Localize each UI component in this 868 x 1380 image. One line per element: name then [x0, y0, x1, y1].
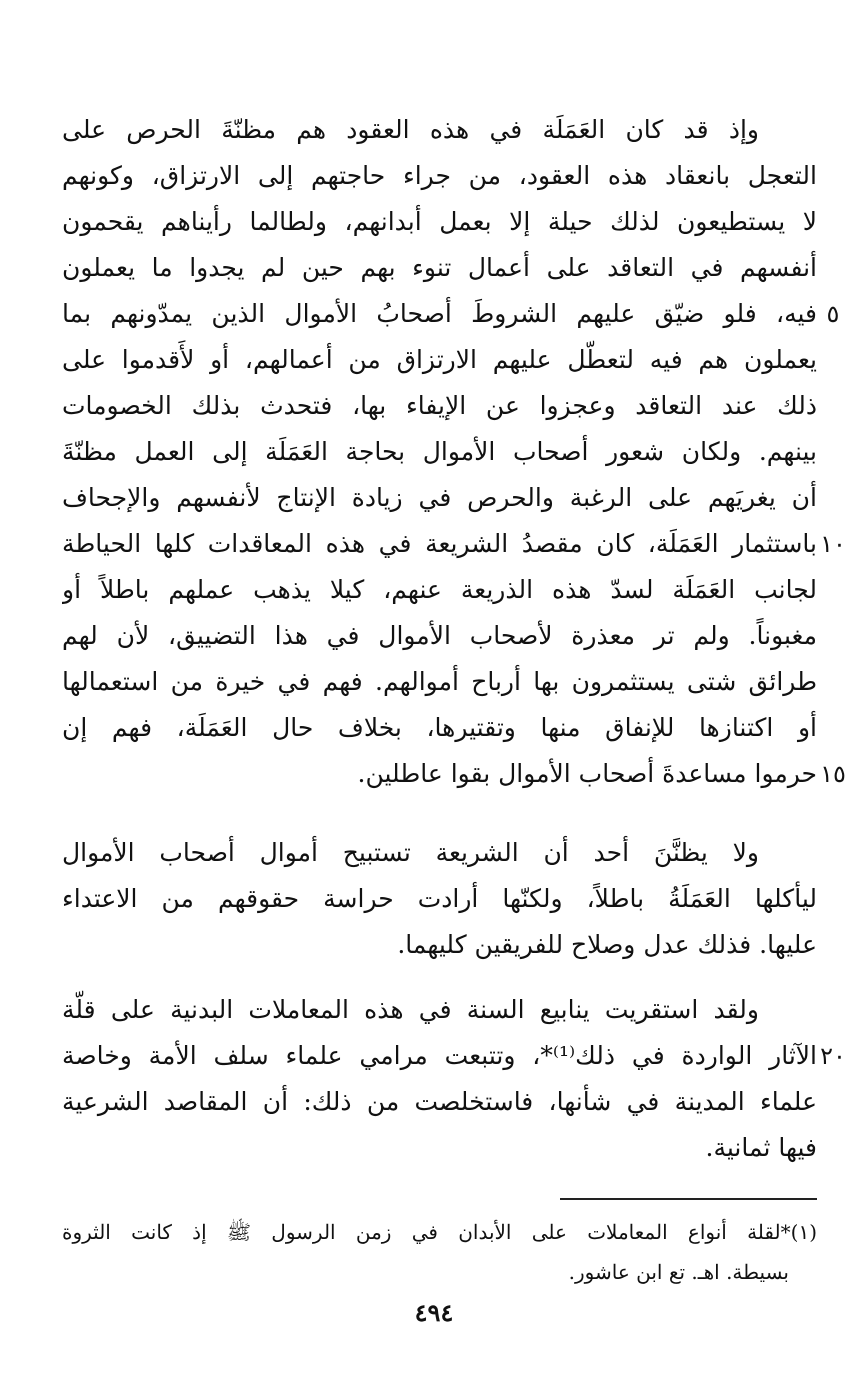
footnote-divider [560, 1198, 817, 1200]
text-line: الآثار الواردة في ذلك⁽¹⁾*، وتتبعت مرامي علماء سلف الأمة وخاصة [62, 1041, 817, 1070]
footnote-line: (١)*لقلة أنواع المعاملات على الأبدان في زمن الرسول ﷺ إذ كانت الثروة [62, 1220, 818, 1244]
text-line: عليها. فذلك عدل وصلاح للفريقين كليهما. [397, 930, 817, 959]
paragraph-2 [62, 830, 817, 968]
line-number-20: ٢٠ [820, 1042, 846, 1070]
footnote-line: بسيطة. اهـ. تع ابن عاشور. [568, 1260, 789, 1284]
text-line: بينهم. ولكان شعور أصحاب الأموال بحاجة العَمَلَة إلى العمل مظنّةَ [62, 437, 817, 466]
text-line: فيها ثمانية. [705, 1133, 817, 1162]
text-line: يعملون هم فيه لتعطّل عليهم الارتزاق من أعمالهم، أو لأَقدموا على [62, 345, 817, 374]
text-line: لا يستطيعون لذلك حيلة إلا بعمل أبدانهم، ولطالما رأيناهم يقحمون [62, 207, 817, 236]
text-line: فيه، فلو ضيّق عليهم الشروطَ أصحابُ الأموال الذين يمدّونهم بما [62, 299, 817, 328]
text-line: حرموا مساعدةَ أصحاب الأموال بقوا عاطلين. [357, 759, 817, 788]
text-line: ولقد استقريت ينابيع السنة في هذه المعاملات البدنية على قلّة [62, 995, 759, 1024]
footnotes [62, 1212, 817, 1292]
line-number-5: ٥ [826, 300, 840, 328]
text-line: طرائق شتى يستثمرون بها أرباح أموالهم. فهم في خيرة من استعمالها [62, 667, 817, 696]
paragraph-1 [62, 107, 817, 797]
text-line: ذلك عند التعاقد وعجزوا عن الإيفاء بها، فتحدث بذلك الخصومات [62, 391, 817, 420]
text-line: أو اكتنازها للإنفاق منها وتقتيرها، بخلاف حال العَمَلَة، فهم إن [62, 713, 817, 742]
line-number-10: ١٠ [820, 530, 846, 558]
text-line: وإذ قد كان العَمَلَة في هذه العقود هم مظنّةَ الحرص على [62, 115, 759, 144]
text-line: ليأكلها العَمَلَةُ باطلاً، ولكنّها أرادت حراسة حقوقهم من الاعتداء [62, 884, 817, 913]
paragraph-3 [62, 987, 817, 1171]
text-line: ولا يظنَّنَ أحد أن الشريعة تستبيح أموال أصحاب الأموال [62, 838, 759, 867]
page-number: ٤٩٤ [414, 1298, 454, 1327]
line-number-15: ١٥ [820, 760, 846, 788]
text-line: باستثمار العَمَلَة، كان مقصدُ الشريعة في هذه المعاقدات كلها الحياطة [62, 529, 817, 558]
text-line: لجانب العَمَلَة لسدّ هذه الذريعة عنهم، كيلا يذهب عملهم باطلاً أو [62, 575, 817, 604]
text-line: علماء المدينة في شأنها، فاستخلصت من ذلك: أن المقاصد الشرعية [62, 1087, 817, 1116]
text-line: أن يغريَهم على الرغبة والحرص في زيادة الإنتاج لأنفسهم والإجحاف [62, 483, 817, 512]
text-line: التعجل بانعقاد هذه العقود، من جراء حاجتهم إلى الارتزاق، وكونهم [62, 161, 817, 190]
text-line: أنفسهم في التعاقد على أعمال تنوء بهم حين لم يجدوا ما يعملون [62, 253, 817, 282]
text-line: مغبوناً. ولم تر معذرة لأصحاب الأموال في هذا التضييق، لأن لهم [62, 621, 817, 650]
